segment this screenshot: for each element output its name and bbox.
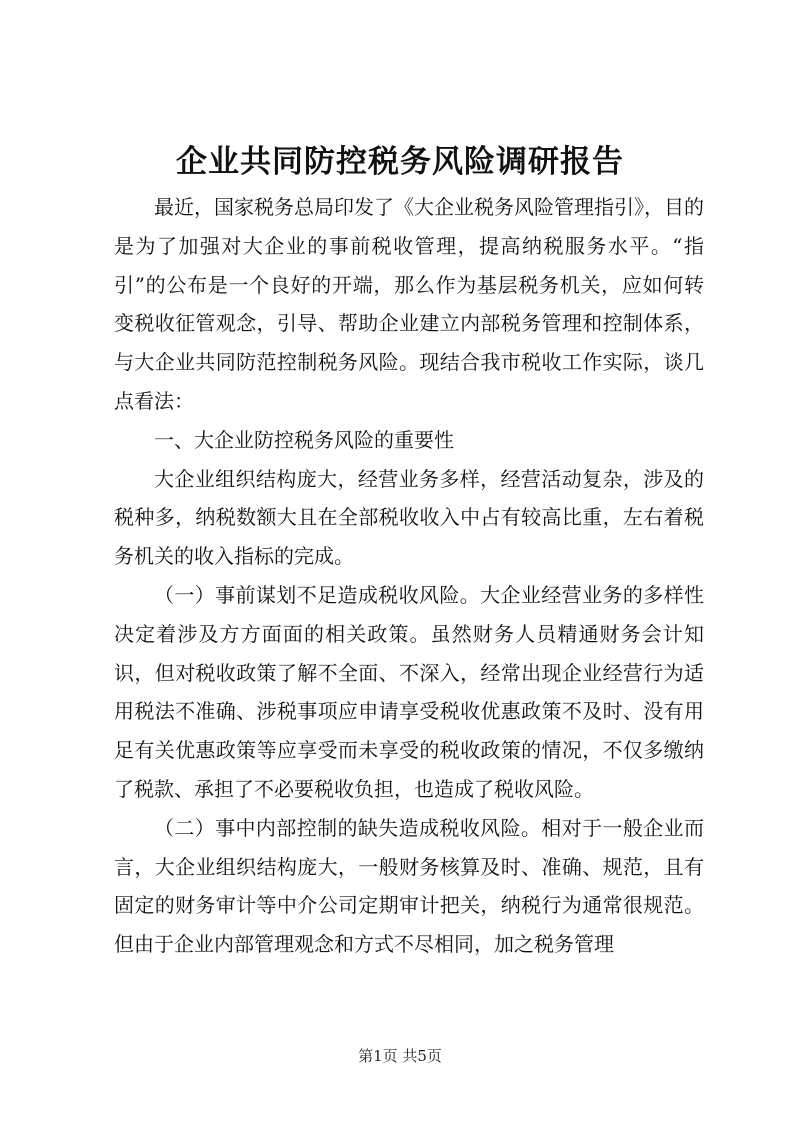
paragraph-point-one: （一）事前谋划不足造成税收风险。大企业经营业务的多样性决定着涉及方方面面的相关政策。虽然财务人员精通财务会计知识，但对税收政策了解不全面、不深入，经常出现企业经营行为适用税法不准确、涉税事项应申请享受税收优惠政策不及时、没有用足有关优惠政策等应享受而未享受的税收政策的情况，不仅多缴纳了税款、承担了不必要税收负担，也造成了税收风险。 bbox=[114, 582, 704, 801]
paragraph-intro: 最近，国家税务总局印发了《大企业税务风险管理指引》，目的是为了加强对大企业的事前税收管理，提高纳税服务水平。“指引”的公布是一个良好的开端，那么作为基层税务机关，应如何转变税收征管观念，引导、帮助企业建立内部税务管理和控制体系，与大企业共同防范控制税务风险。现结合我市税收工作实际，谈几点看法： bbox=[114, 195, 704, 413]
document-body bbox=[114, 188, 704, 964]
document-title: 企业共同防控税务风险调研报告 bbox=[176, 144, 624, 180]
page-indicator: 第1页 共5页 bbox=[358, 1047, 442, 1065]
paragraph-overview: 大企业组织结构庞大，经营业务多样，经营活动复杂，涉及的税种多，纳税数额大且在全部税收收入中占有较高比重，左右着税务机关的收入指标的完成。 bbox=[114, 466, 704, 569]
paragraph-point-two: （二）事中内部控制的缺失造成税收风险。相对于一般企业而言，大企业组织结构庞大，一般财务核算及时、准确、规范，且有固定的财务审计等中介公司定期审计把关，纳税行为通常很规范。但由于企业内部管理观念和方式不尽相同，加之税务管理 bbox=[114, 815, 704, 957]
section-heading-importance: 一、大企业防控税务风险的重要性 bbox=[154, 427, 454, 452]
